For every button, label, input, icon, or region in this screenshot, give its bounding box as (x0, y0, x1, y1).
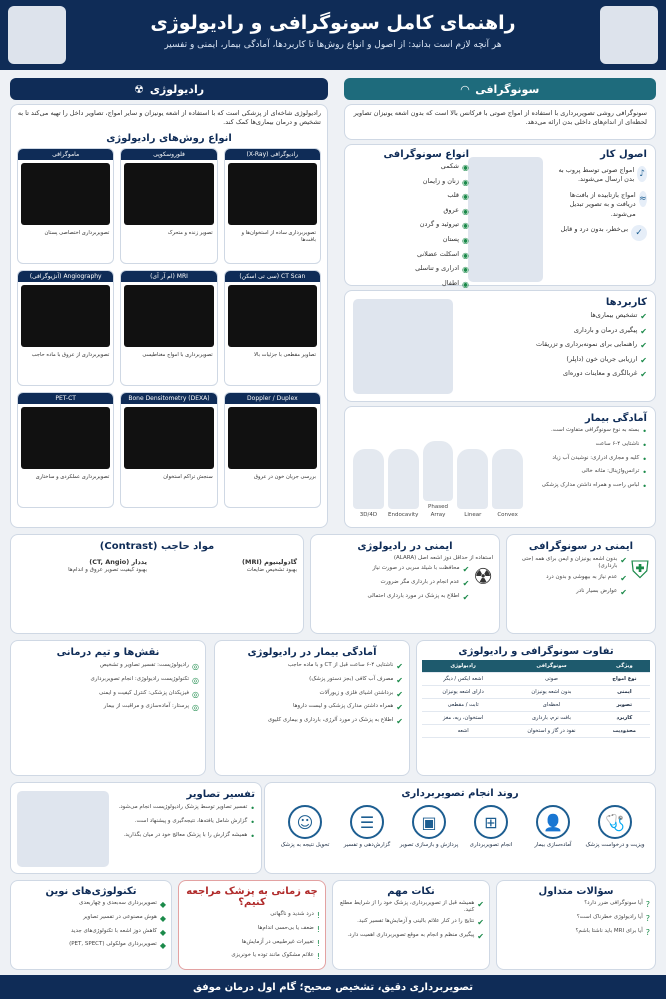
probe-item: 3D/4D (353, 449, 384, 519)
check-icon: ◆ (159, 941, 166, 951)
check-icon: ✔ (640, 355, 647, 365)
process-step: ⊞ انجام تصویربرداری (460, 805, 522, 848)
check-icon: ◎ (192, 675, 199, 685)
check-icon: ✔ (477, 931, 484, 941)
diff-table: ویژگی سونوگرافی رادیولوژی نوع امواج صوتی اشعه ایکس / دیگر ایمنی بدون اشعه یونیزان دارای اشعه یونیزان تصویر لحظه‌ای ثابت / مقطعی کاربرد بافت نرم، بارداری استخوان، ریه، مغز محدودیت نفوذ در گاز و استخوان اشعه (422, 660, 650, 738)
list-item: • همیشه گزارش را با پزشک معالج خود در میان بگذارید. (123, 831, 255, 841)
check-icon: ◎ (192, 703, 199, 713)
list-item: ✔ ارزیابی جریان خون (داپلر) (566, 354, 647, 365)
principles-block: اصول کار ♪ امواج صوتی توسط پروب به بدن ارسال می‌شوند. ≈ امواج بازتابیده از بافت‌ها دریافت و به تصویر تبدیل می‌شوند. ✓ بی‌خطر، بدون درد و قابل (552, 149, 647, 241)
list-item: ? آیا برای MRI باید ناشتا باشم؟ (575, 927, 650, 937)
check-icon: ◉ (462, 163, 469, 172)
list-item: ✔ همراه داشتن مدارک پزشکی و لیست داروها (292, 703, 403, 713)
list-item: ✔ عدم نیاز به بیهوشی و بدون درد (546, 573, 627, 583)
radiation-icon: ☢ (133, 82, 144, 96)
check-icon: ✔ (396, 662, 403, 671)
radio-method-tile: Doppler / Duplex بررسی جریان خون در عروق (224, 392, 321, 508)
header (0, 0, 666, 70)
check-icon: ◉ (462, 192, 469, 202)
sono-intro-card (344, 104, 656, 140)
check-icon: ✔ (640, 370, 647, 380)
list-item: • ترانس‌واژینال: مثانه خالی (581, 468, 647, 478)
tech-card: تکنولوژی‌های نوین ◆ تصویربرداری سه‌بعدی و چهاربعدی ◆ هوش مصنوعی در تفسیر تصاویر ◆ کاهش دوز اشعه با تکنولوژی‌های جدید ◆ تصویربرداری مولکولی (PET, SPECT) (10, 880, 172, 970)
check-icon: ! (316, 952, 320, 962)
list-item: ✔ عوارض بسیار نادر (576, 587, 627, 597)
probe-item: Convex (492, 449, 523, 519)
list-item: • ناشتایی ۴-۶ ساعت (595, 440, 647, 450)
step-icon: ☺ (288, 805, 322, 839)
faq-card: سؤالات متداول ? آیا سونوگرافی ضرر دارد؟ ? آیا رادیولوژی خطرناک است؟ ? آیا برای MRI باید ناشتا باشم؟ (496, 880, 656, 970)
check-icon: ◆ (159, 927, 166, 937)
check-icon: ? (645, 900, 650, 909)
probe-image (353, 449, 384, 509)
scan-image (124, 163, 213, 225)
ultrasound-device-image (468, 157, 543, 282)
check-icon: • (250, 804, 255, 813)
uses-card: کاربردها ✔ تشخیص بیماری‌ها ✔ پیگیری درمان و بارداری ✔ راهنمایی برای نمونه‌برداری و تزریقات ✔ ارزیابی جریان خون (داپلر) ✔ غربالگری و معاینات دوره‌ای (344, 290, 656, 402)
scan-image (21, 285, 110, 347)
probe-item: Phased Array (423, 441, 454, 519)
diff-card: تفاوت سونوگرافی و رادیولوژی ویژگی سونوگرافی رادیولوژی نوع امواج صوتی اشعه ایکس / دیگر ایمنی بدون اشعه یونیزان دارای اشعه یونیزان تصویر لحظه‌ای ثابت / مقطعی کاربرد بافت نرم، بارداری استخوان، ریه، مغز محدودیت نفوذ در گاز و استخوان اشعه (416, 640, 656, 776)
ct-machine-image (8, 6, 66, 64)
doctor-viewing-image (17, 791, 109, 867)
types-block: انواع سونوگرافی ◉ شکمی ◉ زنان و زایمان ◉ قلب ◉ عروق ◉ تیروئید و گردن ◉ پستان ◉ اسکلت عضلانی ◉ ادراری و تناسلی ◉ اطفال (351, 149, 469, 293)
check-icon: ◆ (159, 913, 166, 923)
list-item: ◉ عروق (443, 205, 469, 216)
scan-image (228, 285, 317, 347)
sono-types-card (344, 144, 656, 289)
check-icon: ? (645, 913, 650, 923)
list-item: ! ضعف یا بی‌حسی اندام‌ها (257, 924, 320, 934)
radio-types-title: انواع روش‌های رادیولوژی (106, 132, 232, 144)
wave-icon: ≈ (639, 191, 647, 207)
check-icon: ◎ (192, 662, 199, 671)
process-step: ☰ گزارش‌دهی و تفسیر (336, 805, 398, 848)
check-icon: ✔ (620, 556, 627, 565)
footer: تصویربرداری دقیق، تشخیص صحیح؛ گام اول درمان موفق (0, 975, 666, 999)
shield-check-icon: ⛨ (631, 556, 649, 584)
list-item: ✔ راهنمایی برای نمونه‌برداری و تزریقات (536, 340, 647, 351)
check-icon: ✔ (477, 900, 484, 909)
process-step: ☺ تحویل نتیجه به پزشک (274, 805, 336, 848)
radio-method-tile: Bone Densitometry (DEXA) سنجش تراکم استخوان (120, 392, 217, 508)
list-item: ◆ تصویربرداری مولکولی (PET, SPECT) (69, 941, 166, 951)
step-icon: ▣ (412, 805, 446, 839)
step-icon: 👤 (536, 805, 570, 839)
list-item: ✔ پیگیری منظم و انجام به موقع تصویربرداری اهمیت دارد. (347, 931, 484, 941)
scan-image (228, 407, 317, 469)
step-icon: ⊞ (474, 805, 508, 839)
process-steps (270, 805, 650, 848)
radio-method-tile: CT Scan (سی تی اسکن) تصاویر مقطعی با جزئیات بالا (224, 270, 321, 386)
list-item: ◎ تکنولوژیست رادیولوژی: انجام تصویربرداری (90, 675, 199, 685)
radiation-icon: ☢ (473, 565, 493, 591)
probe-item: Endocavity (388, 449, 419, 519)
check-icon: ✔ (640, 341, 647, 351)
radio-banner: رادیولوژی ☢ (10, 78, 328, 100)
list-item: ◉ پستان (442, 234, 469, 245)
check-icon: ✔ (462, 565, 470, 575)
doctor-patient-image (353, 299, 453, 394)
list-item: ◎ رادیولوژیست: تفسیر تصاویر و تشخیص (100, 662, 199, 671)
radio-method-tile: رادیوگرافی (X-Ray) تصویربرداری ساده از استخوان‌ها و بافت‌ها (224, 148, 321, 264)
table-row: کاربرد بافت نرم، بارداری استخوان، ریه، مغز (422, 712, 650, 725)
list-item: ◉ تیروئید و گردن (419, 220, 469, 231)
check-icon: ✔ (462, 579, 470, 589)
check-icon: ◆ (159, 900, 166, 909)
list-item: ! درد شدید و ناگهانی (270, 911, 320, 920)
list-item: ✔ مصرف آب کافی (بجز دستور پزشک) (309, 675, 403, 685)
radio-method-tile: فلوروسکوپی تصویر زنده و متحرک (120, 148, 217, 264)
list-item: ! تغییرات غیرطبیعی در آزمایش‌ها (241, 938, 320, 948)
process-card: روند انجام تصویربرداری 🩺 ویزیت و درخواست پزشک 👤 آماده‌سازی بیمار ⊞ انجام تصویربرداری ▣ پردازش و بازسازی تصویر ☰ گزارش‌دهی و تفسیر ☺ تحویل نتیجه به پزشک (264, 782, 656, 874)
list-item: ! علائم مشکوک مانند توده یا خونریزی (231, 952, 320, 962)
check-icon: ◉ (462, 250, 469, 260)
check-icon: ◉ (462, 235, 469, 245)
list-item: ◉ اطفال (442, 278, 469, 289)
contrast-card: مواد حاجب (Contrast) گادولینیوم (MRI) بهبود تشخیص ضایعات یددار (CT, Angio) بهبود کیفیت تصویر عروق و اندام‌ها (10, 534, 304, 634)
check-icon: ◉ (462, 279, 469, 289)
when-card: چه زمانی به پزشک مراجعه کنیم؟ ! درد شدید و ناگهانی ! ضعف یا بی‌حسی اندام‌ها ! تغییرات غیرطبیعی در آزمایش‌ها ! علائم مشکوک مانند توده یا خونریزی (178, 880, 326, 970)
check-icon: • (642, 440, 647, 450)
list-item: ◎ فیزیکدان پزشکی: کنترل کیفیت و ایمنی (99, 689, 199, 699)
list-item: ◉ قلب (447, 191, 469, 202)
list-item: ✔ برداشتن اشیای فلزی و زیورآلات (319, 689, 403, 699)
check-icon: • (250, 831, 255, 841)
list-item: ✔ اطلاع به پزشک در مورد آلرژی، بارداری و بیماری کلیوی (267, 717, 403, 727)
check-icon: ✔ (396, 717, 403, 727)
check-icon: ◎ (192, 689, 199, 699)
list-item: • تفسیر تصاویر توسط پزشک رادیولوژیست انجام می‌شود. (118, 804, 255, 813)
check-icon: ✔ (396, 675, 403, 685)
probe-image (457, 449, 488, 509)
list-item: • گزارش شامل یافته‌ها، نتیجه‌گیری و پیشنهاد است. (134, 817, 255, 827)
check-icon: • (642, 454, 647, 464)
page-title: راهنمای کامل سونوگرافی و رادیولوژی (150, 12, 516, 34)
check-icon: ! (316, 924, 320, 934)
scan-image (21, 407, 110, 469)
process-step: 👤 آماده‌سازی بیمار (522, 805, 584, 848)
list-item: • کلیه و مجاری ادراری: نوشیدن آب زیاد (552, 454, 647, 464)
check-icon: ◉ (462, 206, 469, 216)
check-icon: ✔ (477, 917, 484, 927)
list-item: • بسته به نوع سونوگرافی متفاوت است. (550, 427, 647, 436)
table-row: نوع امواج صوتی اشعه ایکس / دیگر (422, 673, 650, 686)
list-item: ✔ عدم انجام در بارداری مگر ضرورت (380, 579, 470, 589)
scan-image (124, 285, 213, 347)
check-icon: ? (645, 927, 650, 937)
step-icon: 🩺 (598, 805, 632, 839)
sono-banner: سونوگرافی ◠ (344, 78, 656, 100)
list-item: ? آیا رادیولوژی خطرناک است؟ (576, 913, 650, 923)
list-item: ◉ شکمی (440, 162, 469, 172)
list-item: ✔ غربالگری و معاینات دوره‌ای (563, 369, 647, 380)
check-icon: ✔ (396, 689, 403, 699)
interp-card: تفسیر تصاویر • تفسیر تصاویر توسط پزشک رادیولوژیست انجام می‌شود. • گزارش شامل یافته‌ها، نتیجه‌گیری و پیشنهاد است. • همیشه گزارش را با پزشک معالج خود در میان بگذارید. (10, 782, 262, 874)
roles-card: نقش‌ها و تیم درمانی ◎ رادیولوژیست: تفسیر تصاویر و تشخیص ◎ تکنولوژیست رادیولوژی: انجام تصویربرداری ◎ فیزیکدان پزشکی: کنترل کیفیت و ایمنی ◎ پرستار: آماده‌سازی و مراقبت از بیمار (10, 640, 206, 776)
process-step: ▣ پردازش و بازسازی تصویر (398, 805, 460, 848)
radio-method-tile: ماموگرافی تصویربرداری اختصاصی پستان (17, 148, 114, 264)
probe-image (423, 441, 454, 501)
list-item: ◉ زنان و زایمان (422, 176, 469, 187)
list-item: ✔ همیشه قبل از تصویربرداری، پزشک خود را از شرایط مطلع کنید. (340, 900, 484, 914)
list-item: ? آیا سونوگرافی ضرر دارد؟ (584, 900, 650, 909)
table-row: تصویر لحظه‌ای ثابت / مقطعی (422, 699, 650, 712)
prep-radio-card: آمادگی بیمار در رادیولوژی ✔ ناشتایی ۴-۶ ساعت قبل از CT و با ماده حاجب ✔ مصرف آب کافی (بجز دستور پزشک) ✔ برداشتن اشیای فلزی و زیورآلات ✔ همراه داشتن مدارک پزشکی و لیست داروها ✔ اطلاع به پزشک در مورد آلرژی، بارداری و بیماری کلیوی (214, 640, 410, 776)
list-item: ◆ هوش مصنوعی در تفسیر تصاویر (83, 913, 166, 923)
scan-image (21, 163, 110, 225)
safety-radio-card: ایمنی در رادیولوژی استفاده از حداقل دوز اشعه اصل (ALARA) ☢ ✔ محافظت با شیلد سربی در صورت نیاز ✔ عدم انجام در بارداری مگر ضرورت ✔ اطلاع به پزشک در مورد بارداری احتمالی (310, 534, 500, 634)
check-icon: ! (316, 911, 320, 920)
list-item: ◆ کاهش دوز اشعه با تکنولوژی‌های جدید (71, 927, 166, 937)
list-item: ◉ اسکلت عضلانی (416, 249, 469, 260)
check-icon: ◉ (462, 265, 469, 275)
list-item: ✔ بدون اشعه یونیزان و ایمن برای همه (حتی بارداری) (521, 556, 627, 570)
probe-image (388, 449, 419, 509)
list-item: • لباس راحت و همراه داشتن مدارک پزشکی (541, 482, 647, 492)
scan-image (124, 407, 213, 469)
check-icon: ✔ (620, 573, 627, 583)
scan-image (228, 163, 317, 225)
list-item: ✔ نتایج را در کنار علائم بالینی و آزمایش‌ها تفسیر کنید. (357, 917, 484, 927)
list-item: ◉ ادراری و تناسلی (415, 264, 469, 275)
list-item: ✔ اطلاع به پزشک در مورد بارداری احتمالی (367, 593, 470, 603)
check-icon: • (642, 468, 647, 478)
radio-intro: رادیولوژی شاخه‌ای از پزشکی است که با استفاده از اشعه یونیزان و سایر امواج، تصاویر داخل را تهیه می‌کند تا به تشخیص و درمان بیماری‌ها کمک کند. (17, 109, 321, 127)
sono-intro: سونوگرافی روشی تصویربرداری با استفاده از امواج صوتی با فرکانس بالا است که بدون اشعه یونیزان تصاویر لحظه‌ای از اندام‌های داخلی بدن ارائه می‌دهد. (353, 109, 647, 127)
radio-card (10, 104, 328, 528)
radio-method-tile: PET-CT تصویربرداری عملکردی و ساختاری (17, 392, 114, 508)
check-icon: ◉ (462, 177, 469, 187)
radio-methods-grid (17, 148, 321, 508)
process-step: 🩺 ویزیت و درخواست پزشک (584, 805, 646, 848)
radio-method-tile: Angiography (آنژیوگرافی) تصویربرداری از عروق با ماده حاجب (17, 270, 114, 386)
check-icon: ✔ (396, 703, 403, 713)
table-row: ایمنی بدون اشعه یونیزان دارای اشعه یونیزان (422, 686, 650, 699)
safety-sono-card: ایمنی در سونوگرافی ⛨ ✔ بدون اشعه یونیزان و ایمن برای همه (حتی بارداری) ✔ عدم نیاز به بیهوشی و بدون درد ✔ عوارض بسیار نادر (506, 534, 656, 634)
prep-card: آمادگی بیمار • بسته به نوع سونوگرافی متفاوت است. • ناشتایی ۴-۶ ساعت • کلیه و مجاری ادراری: نوشیدن آب زیاد • ترانس‌واژینال: مثانه خالی • لباس راحت و همراه داشتن مدارک پزشکی Convex Linear Phased Array Endocavity 3D/4D (344, 406, 656, 528)
check-icon: ✔ (620, 587, 627, 597)
page-subtitle: هر آنچه لازم است بدانید: از اصول و انواع روش‌ها تا کاربردها، آمادگی بیمار، ایمنی و تفسیر (164, 40, 502, 50)
radio-method-tile: MRI (ام آر آی) تصویربرداری با امواج مغناطیسی (120, 270, 217, 386)
check-icon: ! (316, 938, 320, 948)
ultrasound-machine-image (600, 6, 658, 64)
table-row: محدودیت نفوذ در گاز و استخوان اشعه (422, 725, 650, 738)
check-icon: • (250, 817, 255, 827)
check-icon: ✔ (640, 312, 647, 321)
check-icon: • (642, 427, 647, 436)
list-item: ◎ پرستار: آماده‌سازی و مراقبت از بیمار (103, 703, 199, 713)
ear-icon: ♪ (637, 166, 647, 182)
list-item: ◆ تصویربرداری سه‌بعدی و چهاربعدی (79, 900, 166, 909)
probes-row (353, 427, 523, 519)
check-icon: ◉ (462, 221, 469, 231)
list-item: ✔ محافظت با شیلد سربی در صورت نیاز (372, 565, 470, 575)
check-icon: ✔ (640, 326, 647, 336)
probe-image (492, 449, 523, 509)
notes-card: نکات مهم ✔ همیشه قبل از تصویربرداری، پزشک خود را از شرایط مطلع کنید. ✔ نتایج را در کنار علائم بالینی و آزمایش‌ها تفسیر کنید. ✔ پیگیری منظم و انجام به موقع تصویربرداری اهمیت دارد. (332, 880, 490, 970)
list-item: ✔ تشخیص بیماری‌ها (590, 311, 647, 321)
step-icon: ☰ (350, 805, 384, 839)
list-item: ✔ پیگیری درمان و بارداری (573, 325, 647, 336)
list-item: ✔ ناشتایی ۴-۶ ساعت قبل از CT و با ماده حاجب (287, 662, 403, 671)
shield-icon: ✓ (631, 225, 647, 241)
ultrasound-icon: ◠ (460, 82, 470, 96)
check-icon: • (642, 482, 647, 492)
probe-item: Linear (457, 449, 488, 519)
check-icon: ✔ (462, 593, 470, 603)
